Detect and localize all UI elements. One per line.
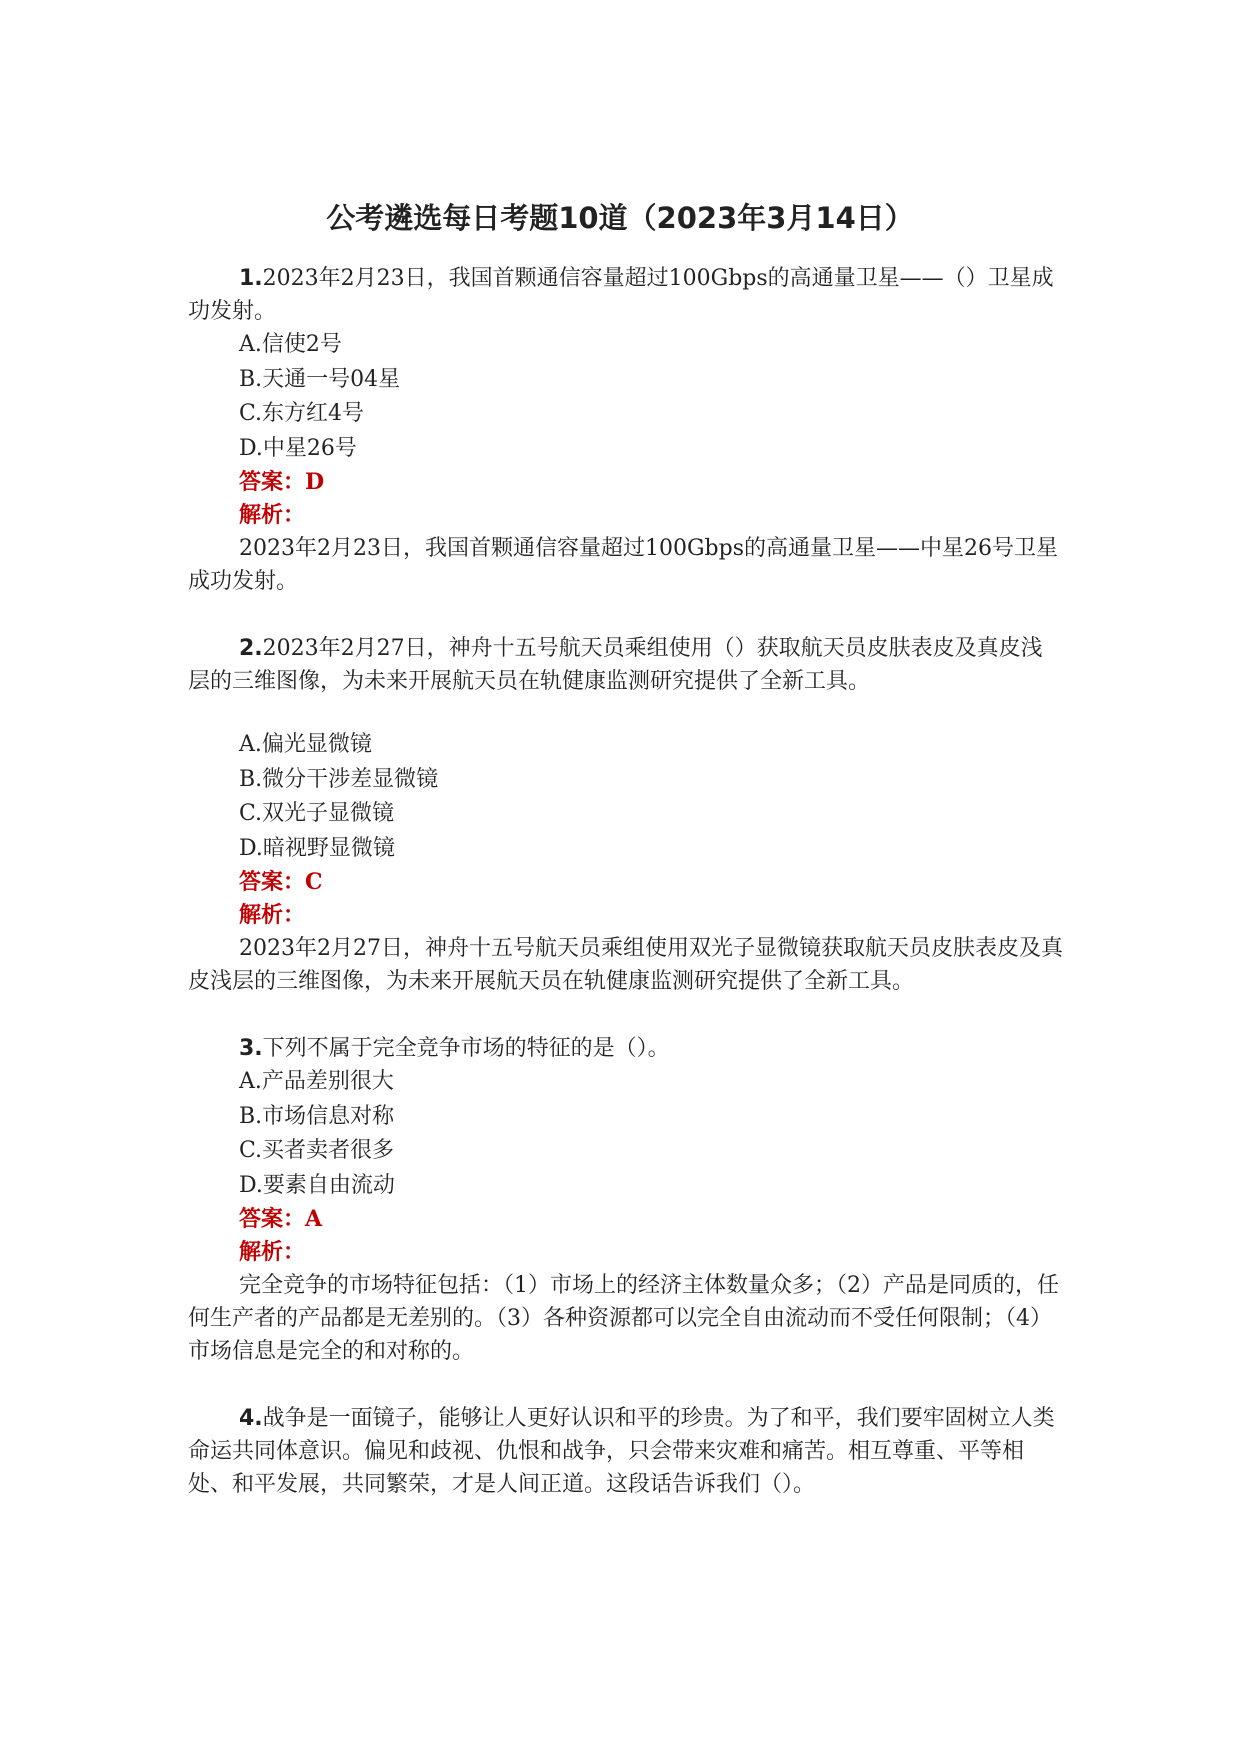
question-2 (188, 632, 1063, 998)
question-text: 2023年2月23日，我国首颗通信容量超过100Gbps的高通量卫星——（）卫星成功发射。 (188, 266, 1054, 324)
option-d: D.要素自由流动 (239, 1172, 395, 1198)
analysis-text: 2023年2月27日，神舟十五号航天员乘组使用双光子显微镜获取航天员皮肤表皮及真皮浅层的三维图像，为未来开展航天员在轨健康监测研究提供了全新工具。 (188, 936, 1063, 994)
document-title: 公考遴选每日考题10道（2023年3月14日） (326, 201, 914, 235)
question-number: 1. (239, 266, 263, 291)
question-number: 3. (239, 1036, 263, 1061)
spacer (188, 1368, 1063, 1402)
analysis-label: 解析： (239, 502, 306, 528)
option-c: C.双光子显微镜 (239, 801, 395, 826)
option-a: A.产品差别很大 (239, 1069, 394, 1094)
option-a: A.偏光显微镜 (239, 732, 372, 757)
option-c: C.买者卖者很多 (239, 1138, 395, 1163)
analysis-text: 2023年2月23日，我国首颗通信容量超过100Gbps的高通量卫星——中星26号卫星成功发射。 (188, 536, 1058, 594)
spacer (188, 998, 1063, 1032)
analysis-text: 完全竞争的市场特征包括：（1）市场上的经济主体数量众多；（2）产品是同质的，任何生产者的产品都是无差别的。（3）各种资源都可以完全自由流动而不受任何限制；（4）市场信息是完全的和对称的。 (188, 1273, 1059, 1364)
question-text: 下列不属于完全竞争市场的特征的是（）。 (262, 1036, 670, 1061)
analysis-label: 解析： (239, 1239, 306, 1265)
option-c: C.东方红4号 (239, 401, 365, 426)
question-4 (188, 1402, 1063, 1501)
question-1 (188, 262, 1063, 598)
option-d: D.暗视野显微镜 (239, 835, 395, 861)
option-b: B.市场信息对称 (239, 1103, 395, 1129)
question-stem (188, 262, 1063, 328)
question-stem (188, 1402, 1063, 1501)
option-b: B.微分干涉差显微镜 (239, 766, 439, 792)
question-number: 4. (239, 1406, 263, 1431)
document-body (188, 262, 1063, 1501)
question-stem (188, 1032, 1063, 1065)
answer: 答案：C (239, 869, 323, 895)
answer: 答案：D (239, 469, 325, 495)
question-number: 2. (239, 636, 263, 661)
option-d: D.中星26号 (239, 435, 357, 461)
answer: 答案：A (239, 1206, 323, 1232)
question-stem (188, 632, 1063, 698)
spacer (188, 698, 1063, 728)
option-b: B.天通一号04星 (239, 366, 401, 392)
question-text: 2023年2月27日，神舟十五号航天员乘组使用（）获取航天员皮肤表皮及真皮浅层的三维图像，为未来开展航天员在轨健康监测研究提供了全新工具。 (188, 636, 1043, 694)
option-a: A.信使2号 (239, 332, 342, 357)
spacer (188, 598, 1063, 632)
analysis-label: 解析： (239, 902, 306, 928)
question-text: 战争是一面镜子，能够让人更好认识和平的珍贵。为了和平，我们要牢固树立人类命运共同体意识。偏见和歧视、仇恨和战争，只会带来灾难和痛苦。相互尊重、平等相处、和平发展，共同繁荣，才是人间正道。这段话告诉我们（）。 (188, 1406, 1055, 1497)
question-3 (188, 1032, 1063, 1368)
